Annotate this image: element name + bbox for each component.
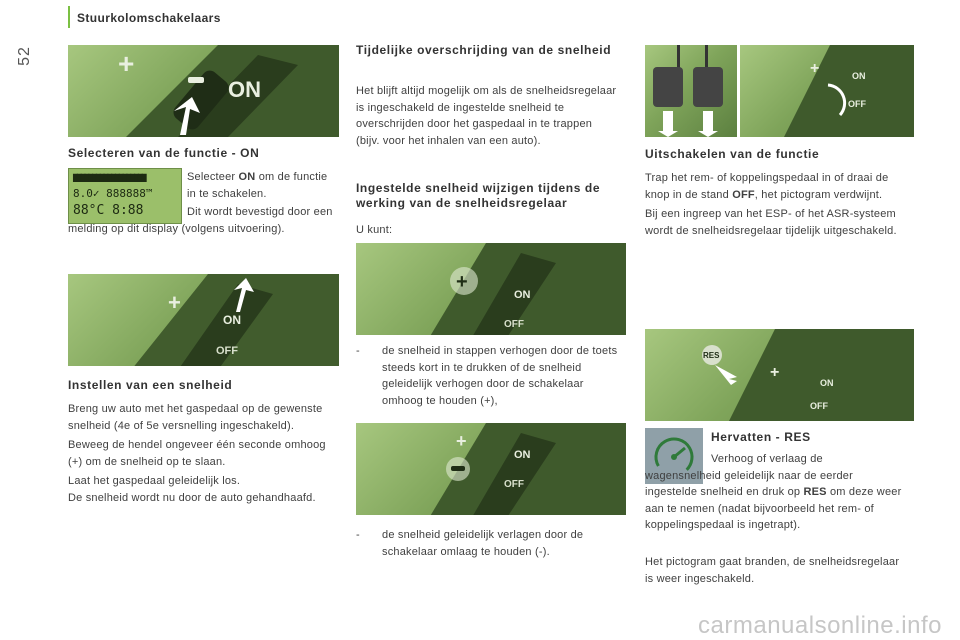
over-heading: Tijdelijke overschrijding van de snelheid (356, 43, 612, 57)
arrow-down-icon-1 (658, 111, 678, 137)
set-p3: Laat het gaspedaal geleidelijk los. (68, 475, 241, 487)
stalk-on-image (68, 45, 339, 137)
minus-symbol (188, 77, 204, 83)
on-label-2: ON (223, 313, 241, 327)
on-label-6: ON (820, 378, 834, 388)
off-label-6: OFF (810, 401, 828, 411)
pedal-right-icon (693, 67, 723, 107)
stalk-decrease-image (356, 423, 626, 515)
res-heading: Hervatten - RES (711, 430, 811, 444)
res-button-label: RES (703, 351, 720, 360)
plus-button-highlight: + (456, 271, 468, 293)
section-title: Stuurkolomschakelaars (77, 11, 221, 25)
lcd-speed: 8.0✓ 888888™ (73, 187, 153, 200)
plus-symbol-5: + (810, 60, 820, 77)
plus-symbol-2: + (168, 290, 181, 315)
off-label-3: OFF (504, 319, 524, 330)
select-text-2: Dit wordt bevestigd door een melding op dit display (volgens uitvoering). (68, 206, 333, 235)
set-p1: Breng uw auto met het gaspedaal op de gewenste snelheid (4e of 5e versnelling ingeschakeld). (68, 403, 323, 432)
stalk-increase-image (356, 243, 626, 335)
res-text-1: Verhoog of verlaag de wagensnelheid geleidelijk naar de eerder ingestelde snelheid en druk op RES om deze weer aan te nemen (nadat bijvoorbeeld het rem- of koppelingspedaal is ingetrapt). (645, 453, 902, 531)
watermark: carmanualsonline.info (698, 612, 942, 639)
arrow-down-icon-2 (698, 111, 718, 137)
plus-symbol-6: + (770, 364, 780, 381)
stalk-up-image (68, 274, 339, 366)
off-label-2: OFF (216, 345, 238, 357)
set-heading: Instellen van een snelheid (68, 378, 233, 392)
off-label-4: OFF (504, 479, 524, 490)
lcd-segments: ▇▇▇▇▇▇▇▇▇▇▇▇▇▇▇▇▇▇▇ (73, 173, 146, 182)
plus-symbol-4: + (456, 431, 467, 451)
set-p2: Beweeg de hendel ongeveer één seconde omhoog (+) om de snelheid op te slaan. (68, 439, 326, 468)
arrow-right-icon (715, 365, 737, 385)
on-label-3: ON (514, 289, 531, 301)
bullet-increase: - de snelheid in stappen verhogen door de toets steeds kort in te drukken of de snelheid geleidelijk verhogen door de schakelaar omhoog te houden (+), (356, 345, 618, 407)
set-text (68, 401, 330, 509)
minus-button-highlight (451, 466, 465, 471)
select-text-side (187, 169, 337, 205)
change-heading: Ingestelde snelheid wijzigen tijdens de werking van de snelheidsregelaar (356, 181, 601, 210)
change-intro: U kunt: (356, 224, 393, 236)
off-label-5: OFF (848, 99, 866, 109)
pedals-image (645, 45, 737, 137)
on-label-5: ON (852, 71, 866, 81)
header-accent-bar (68, 6, 70, 28)
page-number: 52 (16, 46, 33, 66)
bullet-decrease: - de snelheid geleidelijk verlagen door de schakelaar omlaag te houden (-). (356, 529, 584, 558)
over-text: Het blijft altijd mogelijk om als de snelheidsregelaar is ingeschakeld de ingestelde snelheid te overschrijden door het gaspedaal in te trappen (bijv. voor het inhalen van een auto). (356, 85, 617, 147)
on-label-4: ON (514, 449, 531, 461)
on-label: ON (228, 77, 261, 102)
stalk-off-image (740, 45, 914, 137)
plus-symbol: + (118, 48, 135, 79)
select-heading: Selecteren van de functie - ON (68, 146, 260, 160)
off-heading: Uitschakelen van de functie (645, 147, 820, 161)
select-text-1: Selecteer ON om de functie in te schakelen. (187, 171, 328, 200)
off-p2: Bij een ingreep van het ESP- of het ASR-systeem wordt de snelheidsregelaar tijdelijk uitgeschakeld. (645, 208, 897, 237)
stalk-res-image (645, 329, 914, 421)
lcd-temp-clock: 88°C 8:88 (73, 203, 144, 218)
off-p1: Trap het rem- of koppelingspedaal in of draai de knop in de stand OFF, het pictogram verdwijnt. (645, 172, 889, 201)
res-text-2: Het pictogram gaat branden, de snelheidsregelaar is weer ingeschakeld. (645, 556, 900, 585)
set-p4: De snelheid wordt nu door de auto gehandhaafd. (68, 491, 316, 504)
pedal-left-icon (653, 67, 683, 107)
off-text (645, 170, 911, 242)
